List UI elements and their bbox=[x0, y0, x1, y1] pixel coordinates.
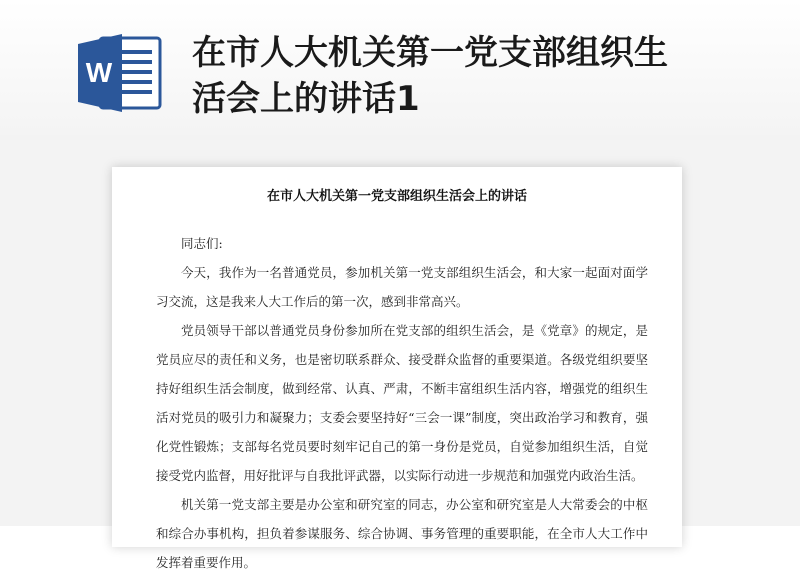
cover-title-line2: 活会上的讲话1 bbox=[192, 79, 420, 119]
document-page bbox=[112, 167, 682, 570]
logo-letter: W bbox=[85, 57, 113, 88]
cover-title bbox=[192, 30, 782, 122]
document-title: 在市人大机关第一党支部组织生活会上的讲话 bbox=[266, 189, 527, 204]
cover-title-line1: 在市人大机关第一党支部组织生 bbox=[192, 33, 668, 73]
paragraph: 机关第一党支部主要是办公室和研究室的同志，办公室和研究室是人大常委会的中枢和综合办事机构，担负着参谋服务、综合协调、事务管理的重要职能，在全市人大工作中发挥着重要作用。 bbox=[156, 497, 648, 570]
document-body bbox=[156, 229, 648, 577]
word-document-icon bbox=[78, 34, 164, 112]
cover-header bbox=[0, 0, 800, 135]
paragraph: 今天，我作为一名普通党员，参加机关第一党支部组织生活会，和大家一起面对面学习交流，这是我来人大工作后的第一次，感到非常高兴。 bbox=[156, 265, 648, 309]
paragraph: 党员领导干部以普通党员身份参加所在党支部的组织生活会，是《党章》的规定，是党员应尽的责任和义务，也是密切联系群众、接受群众监督的重要渠道。各级党组织要坚持好组织生活会制度，做到经常、认真、严肃，不断丰富组织生活内容，增强党的组织生活对党员的吸引力和凝聚力；支委会要坚持好“三会一课”制度，突出政治学习和教育，强化党性锻炼；支部每名党员要时刻牢记自己的第一身份是党员，自觉参加组织生活，自觉接受党内监督，用好批评与自我批评武器，以实际行动进一步规范和加强党内政治生活。 bbox=[156, 323, 648, 483]
salutation: 同志们: bbox=[181, 236, 223, 251]
